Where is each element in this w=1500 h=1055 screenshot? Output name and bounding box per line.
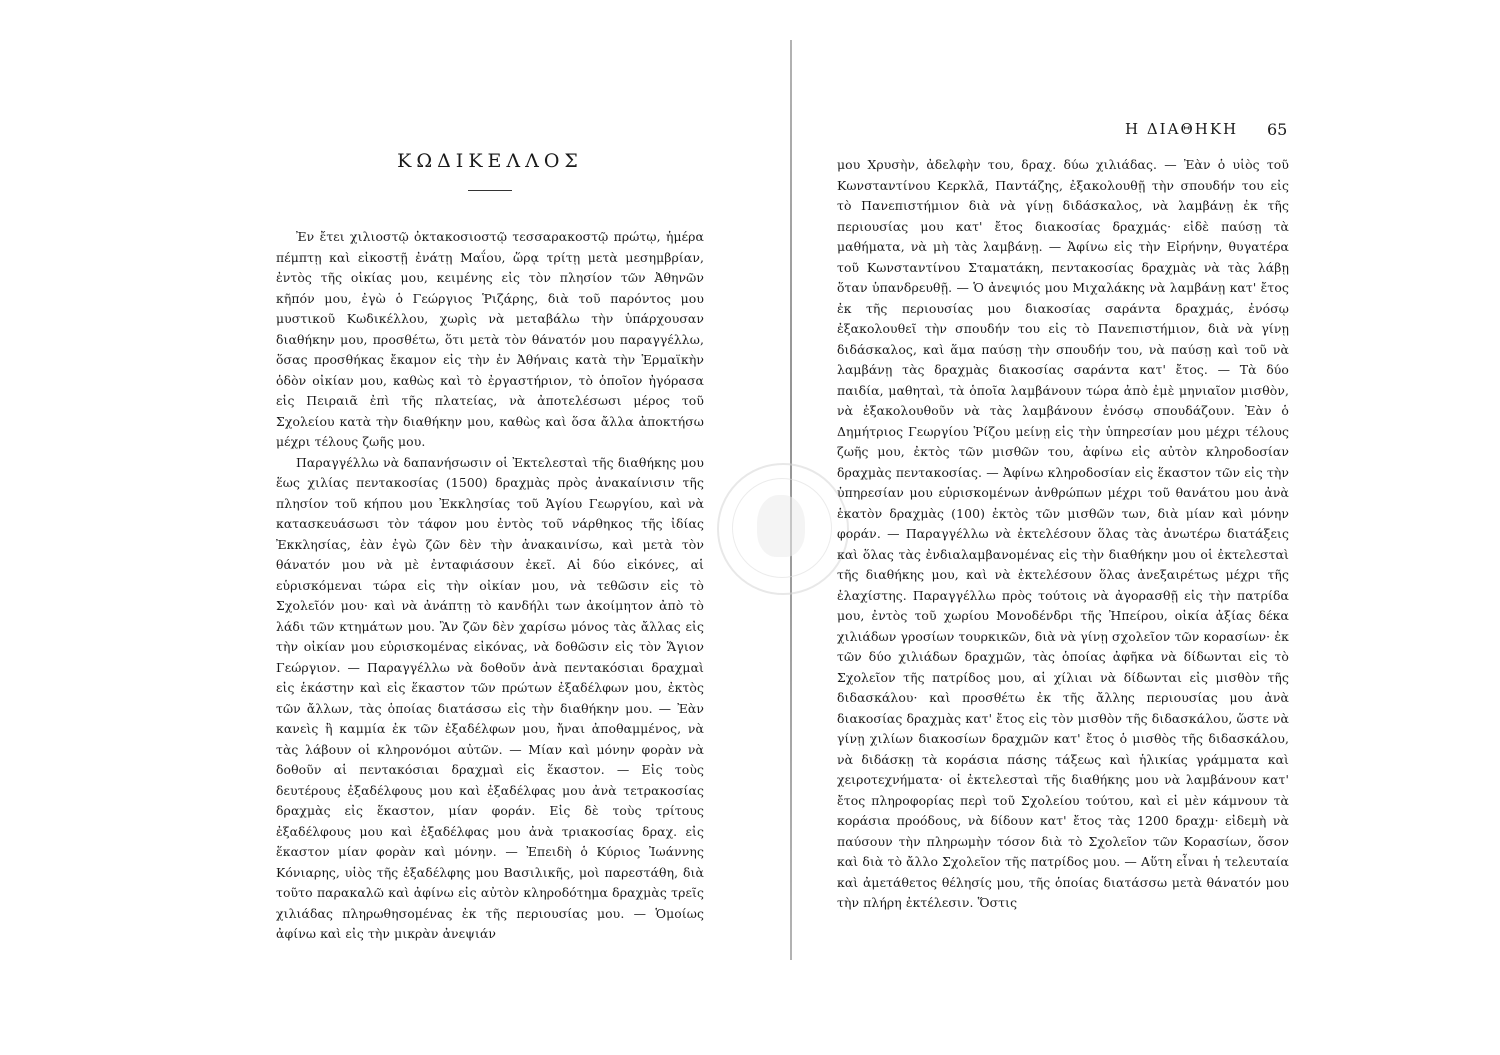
page-title: ΚΩΔΙΚΕΛΛΟΣ: [397, 150, 583, 172]
running-head: Η ΔΙΑΘΗΚΗ: [1125, 120, 1239, 138]
paragraph: Ἐν ἔτει χιλιοστῷ ὀκτακοσιοστῷ τεσσαρακοστῷ πρώτῳ, ἡμέρα πέμπτῃ καὶ εἰκοστῇ ἐνάτῃ Μαΐου, ὥρᾳ τρίτῃ μετὰ μεσημβρίαν, ἐντὸς τῆς οἰκίας μου, κειμένης εἰς τὸν πλησίον τῶν Ἀθηνῶν κῆπόν μου, ἐγὼ ὁ Γεώργιος Ῥιζάρης, διὰ τοῦ παρόντος μου μυστικοῦ Κωδικέλλου, χωρὶς νὰ μεταβάλω τὴν ὑπάρχουσαν διαθήκην μου, προσθέτω, ὅτι μετὰ τὸν θάνατόν μου παραγγέλλω, ὅσας προσθήκας ἔκαμον εἰς τὴν ἐν Ἀθήναις κατὰ τὴν Ἑρμαϊκὴν ὁδὸν οἰκίαν μου, καθὼς καὶ τὸ ἐργαστήριον, τὸ ὁποῖον ἠγόρασα εἰς Πειραιᾶ ἐπὶ τῆς πλατείας, νὰ ἀποτελέσωσι μέρος τοῦ Σχολείου κατὰ τὴν διαθήκην μου, καθὼς καὶ ὅσα ἄλλα ἀποκτήσω μέχρι τέλους ζωῆς μου.: [276, 229, 704, 449]
right-text-column: [837, 155, 1289, 914]
left-text-column: [276, 227, 704, 945]
title-rule: [468, 190, 512, 191]
right-page: [795, 0, 1500, 1055]
paragraph: μου Χρυσὴν, ἀδελφὴν του, δραχ. δύω χιλιάδας. — Ἐὰν ὁ υἱὸς τοῦ Κωνσταντίνου Κερκλᾶ, Παντάζης, ἐξακολουθῇ τὴν σπουδήν του εἰς τὸ Πανεπιστήμιον διὰ νὰ γίνῃ διδάσκαλος, νὰ λαμβάνῃ ἐκ τῆς περιουσίας μου κατ' ἔτος διακοσίας δραχμάς· εἰδὲ παύσῃ τὰ μαθήματα, νὰ μὴ τὰς λαμβάνῃ. — Ἀφίνω εἰς τὴν Εἰρήνην, θυγατέρα τοῦ Κωνσταντίνου Σταματάκη, πεντακοσίας δραχμὰς νὰ τὰς λάβῃ ὅταν ὑπανδρευθῇ. — Ὁ ἀνεψιός μου Μιχαλάκης νὰ λαμβάνῃ κατ' ἔτος ἐκ τῆς περιουσίας μου διακοσίας σαράντα δραχμάς, ἐνόσῳ ἐξακολουθεῖ τὴν σπουδήν του εἰς τὸ Πανεπιστήμιον, διὰ νὰ γίνῃ διδάσκαλος, καὶ ἅμα παύσῃ τὴν σπουδήν του, νὰ παύσῃ καὶ τοῦ νὰ λαμβάνῃ τὰς δραχμὰς διακοσίας σαράντα κατ' ἔτος. — Τὰ δύο παιδία, μαθηταὶ, τὰ ὁποῖα λαμβάνουν τώρα ἀπὸ ἐμὲ μηνιαῖον μισθὸν, νὰ ἐξακολουθοῦν νὰ τὰς λαμβάνουν ἐνόσῳ σπουδάζουν. Ἐὰν ὁ Δημήτριος Γεωργίου Ῥίζου μείνῃ εἰς τὴν ὑπηρεσίαν μου μέχρι τέλους ζωῆς μου, ἐκτὸς τῶν μισθῶν του, ἀφίνω εἰς αὐτὸν κληροδοσίαν δραχμὰς πεντακοσίας. — Ἀφίνω κληροδοσίαν εἰς ἕκαστον τῶν εἰς τὴν ὑπηρεσίαν μου εὑρισκομένων ἀνθρώπων μέχρι τοῦ θανάτου μου ἀνὰ ἑκατὸν δραχμὰς (100) ἐκτὸς τῶν μισθῶν των, διὰ μίαν καὶ μόνην φοράν. — Παραγγέλλω νὰ ἐκτελέσουν ὅλας τὰς ἀνωτέρω διατάξεις καὶ ὅλας τὰς ἐνδιαλαμβανομένας εἰς τὴν διαθήκην μου οἱ ἐκτελεσταὶ τῆς διαθήκης μου, καὶ νὰ ἐκτελέσουν ὅλας ἀνεξαιρέτως μέχρι τῆς ἐλαχίστης. Παραγγέλλω πρὸς τούτοις νὰ ἀγορασθῇ εἰς τὴν πατρίδα μου, ἐντὸς τοῦ χωρίου Μονοδένδρι τῆς Ἠπείρου, οἰκία ἀξίας δέκα χιλιάδων γροσίων τουρκικῶν, διὰ νὰ γίνῃ σχολεῖον τῶν κορασίων· ἐκ τῶν δύο χιλιάδων δραχμῶν, τὰς ὁποίας ἀφῆκα νὰ δίδωνται εἰς τὸ Σχολεῖον τῆς πατρίδος μου, αἱ χίλιαι νὰ δίδωνται εἰς μισθὸν τῆς διδασκάλου· καὶ προσθέτω ἐκ τῆς ἄλλης περιουσίας μου ἀνὰ διακοσίας δραχμὰς κατ' ἔτος εἰς τὸν μισθὸν τῆς διδασκάλου, ὥστε νὰ γίνῃ χιλίων διακοσίων δραχμῶν κατ' ἔτος ὁ μισθὸς τῆς διδασκάλου, νὰ διδάσκῃ τὰ κοράσια πάσης τάξεως καὶ ἡλικίας γράμματα καὶ χειροτεχνήματα· οἱ ἐκτελεσταὶ τῆς διαθήκης μου νὰ λαμβάνουν κατ' ἔτος πληροφορίας περὶ τοῦ Σχολείου τούτου, καὶ εἰ μὲν κάμνουν τὰ κοράσια προόδους, νὰ δίδουν κατ' ἔτος τὰς 1200 δραχμ· εἰδεμὴ νὰ παύσουν τὴν πληρωμὴν τόσον διὰ τὸ Σχολεῖον τῶν Κορασίων, ὅσον καὶ διὰ τὸ ἄλλο Σχολεῖον τῆς πατρίδος μου. — Αὕτη εἶναι ἡ τελευταία καὶ ἀμετάθετος θέλησίς μου, τῆς ὁποίας διατάσσω μετὰ θάνατόν μου τὴν πλήρη ἐκτέλεσιν. Ὅστις: [837, 157, 1289, 910]
page-number: 65: [1267, 120, 1288, 139]
paragraph: Παραγγέλλω νὰ δαπανήσωσιν οἱ Ἐκτελεσταὶ τῆς διαθήκης μου ἕως χιλίας πεντακοσίας (1500) δραχμὰς πρὸς ἀνακαίνισιν τῆς πλησίον τοῦ κήπου μου Ἐκκλησίας τοῦ Ἁγίου Γεωργίου, καὶ νὰ κατασκευάσωσι τὸν τάφον μου ἐντὸς τοῦ νάρθηκος τῆς ἰδίας Ἐκκλησίας, ἐὰν ἐγὼ ζῶν δὲν τὴν ἀνακαινίσω, καὶ μετὰ τὸν θάνατόν μου νὰ μὲ ἐνταφιάσουν ἐκεῖ. Αἱ δύο εἰκόνες, αἱ εὑρισκόμεναι τώρα εἰς τὴν οἰκίαν μου, νὰ τεθῶσιν εἰς τὸ Σχολεῖόν μου· καὶ νὰ ἀνάπτῃ τὸ κανδήλι των ἀκοίμητον ἀπὸ τὸ λάδι τῶν κτημάτων μου. Ἂν ζῶν δὲν χαρίσω μόνος τὰς ἄλλας εἰς τὴν οἰκίαν μου εὑρισκομένας εἰκόνας, νὰ δοθῶσιν εἰς τὸν Ἅγιον Γεώργιον. — Παραγγέλλω νὰ δοθοῦν ἀνὰ πεντακόσιαι δραχμαὶ εἰς ἑκάστην καὶ εἰς ἕκαστον τῶν πρώτων ἐξαδέλφων μου, ἐκτὸς τῶν ἄλλων, τὰς ὁποίας διατάσσω εἰς τὴν διαθήκην μου. — Ἐὰν κανεὶς ἢ καμμία ἐκ τῶν ἐξαδέλφων μου, ἤναι ἀποθαμμένος, νὰ τὰς λάβουν οἱ κληρονόμοι αὐτῶν. — Μίαν καὶ μόνην φορὰν νὰ δοθοῦν αἱ πεντακόσιαι δραχμαὶ εἰς ἕκαστον. — Εἰς τοὺς δευτέρους ἐξαδέλφους μου καὶ ἐξαδέλφας μου ἀνὰ τετρακοσίας δραχμὰς εἰς ἕκαστον, μίαν φοράν. Εἰς δὲ τοὺς τρίτους ἐξαδέλφους μου καὶ ἐξαδέλφας μου ἀνὰ τριακοσίας δραχ. εἰς ἕκαστον μίαν φορὰν καὶ μόνην. — Ἐπειδὴ ὁ Κύριος Ἰωάννης Κόνιαρης, υἱὸς τῆς ἐξαδέλφης μου Βασιλικῆς, μοὶ παρεστάθη, διὰ τοῦτο παρακαλῶ καὶ ἀφίνω εἰς αὐτὸν κληροδότημα δραχμὰς τρεῖς χιλιάδας πληρωθησομένας ἐκ τῆς περιουσίας μου. — Ὁμοίως ἀφίνω καὶ εἰς τὴν μικρὰν ἀνεψιάν: [276, 454, 704, 941]
